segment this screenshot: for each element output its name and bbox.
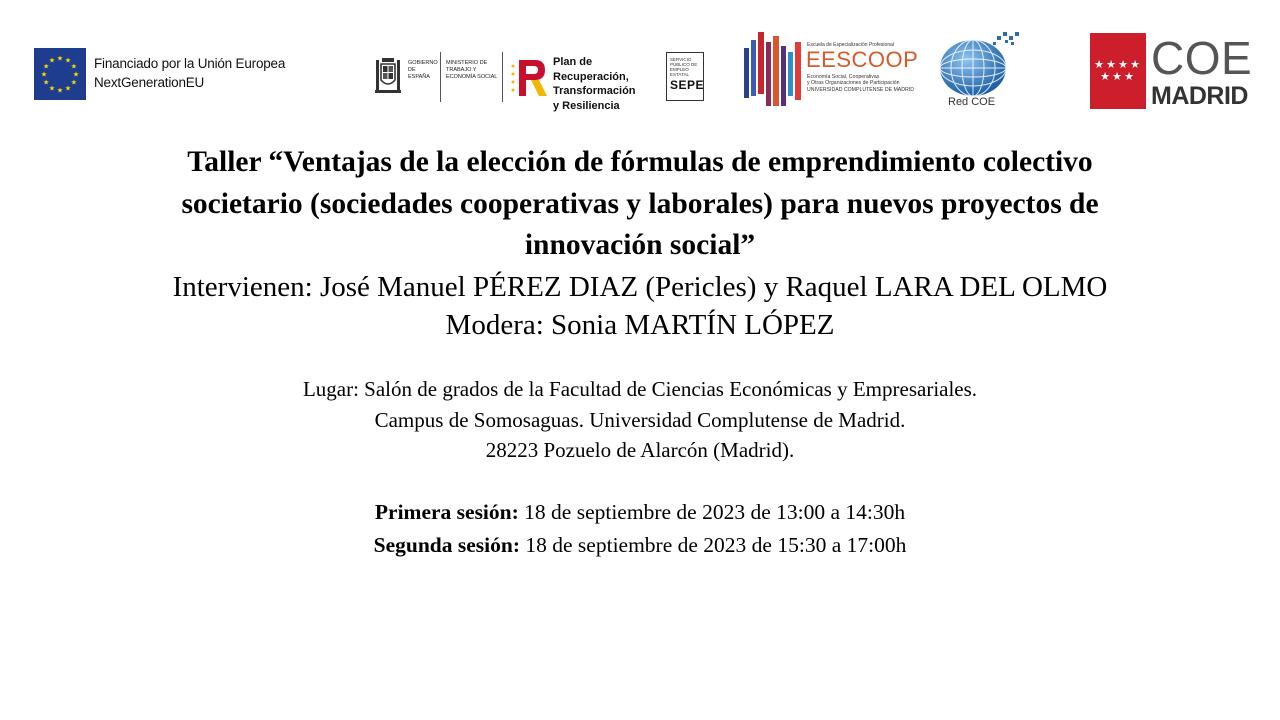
coe-word: COE: [1151, 32, 1253, 84]
eescoop-sub-line3: UNIVERSIDAD COMPLUTENSE DE MADRID: [807, 86, 914, 93]
workshop-title: [60, 142, 1220, 267]
prtr-text: [553, 55, 665, 113]
eescoop-bars-icon: [744, 32, 804, 110]
prtr-line1: Plan de Recuperación,: [553, 56, 629, 83]
session-first-label: Primera sesión:: [374, 500, 519, 524]
eescoop-subtitle: [807, 74, 927, 93]
logo-divider: [440, 52, 441, 102]
sepe-small-text: SERVICIO PÚBLICO DE EMPLEO ESTATAL: [670, 57, 698, 77]
gobierno-text: GOBIERNO DE ESPAÑA: [408, 60, 438, 80]
venue-line2: Campus de Somosaguas. Universidad Complutense de Madrid.: [374, 407, 906, 432]
madrid-star-icon: ★: [1130, 58, 1140, 71]
prtr-line3: y Resiliencia: [553, 99, 620, 112]
eu-star-icon: ★: [70, 62, 78, 71]
prtr-line2: Transformación: [553, 85, 636, 97]
eu-star-icon: ★: [72, 70, 80, 79]
madrid-star-icon: ★: [1094, 58, 1104, 71]
eu-star-icon: ★: [56, 54, 64, 63]
workshop-title-line2: societario (sociedades cooperativas y laborales) para nuevos proyectos de: [181, 187, 1099, 220]
eu-star-icon: ★: [64, 84, 72, 93]
moderator-line: Modera: Sonia MARTÍN LÓPEZ: [445, 309, 835, 341]
spain-coat-of-arms-icon: [374, 54, 402, 96]
eescoop-sub-line2: y Otras Organizaciones de Participación: [807, 80, 900, 87]
madrid-star-icon: ★: [1118, 58, 1128, 71]
red-coe-label: Red COE: [948, 96, 996, 108]
madrid-star-icon: ★: [1100, 70, 1110, 83]
eu-star-icon: ★: [48, 56, 56, 65]
venue-block: [60, 374, 1220, 466]
eescoop-name: EESCOOP: [806, 47, 919, 72]
logo-divider: [502, 52, 503, 102]
red-coe-globe-icon: [937, 30, 1021, 98]
sessions-block: [60, 496, 1220, 562]
eu-star-icon: ★: [42, 62, 50, 71]
eu-star-icon: ★: [42, 78, 50, 87]
venue-line1: Lugar: Salón de grados de la Facultad de Ciencias Económicas y Empresariales.: [302, 377, 978, 401]
session-second-label: Segunda sesión:: [373, 533, 521, 557]
madrid-stars-flag-icon: [1090, 33, 1146, 109]
eu-star-icon: ★: [40, 70, 48, 79]
session-second-time: 18 de septiembre de 2023 de 15:30 a 17:00h: [520, 533, 907, 557]
madrid-star-icon: ★: [1124, 70, 1134, 83]
eu-funding-text: [94, 54, 285, 92]
venue-line3: 28223 Pozuelo de Alarcón (Madrid).: [485, 438, 795, 462]
ministerio-text: MINISTERIO DE TRABAJO Y ECONOMÍA SOCIAL: [446, 60, 498, 80]
eu-star-icon: ★: [64, 56, 72, 65]
session-first: [60, 496, 1220, 529]
workshop-title-line1: Taller “Ventajas de la elección de fórmulas de emprendimiento colectivo: [187, 146, 1093, 178]
eu-star-icon: ★: [56, 86, 64, 95]
session-first-time: 18 de septiembre de 2023 de 13:00 a 14:30h: [518, 500, 906, 524]
madrid-word: MADRID: [1151, 82, 1248, 110]
eescoop-small-text: Escuela de Especialización Profesional: [807, 42, 894, 48]
eescoop-sub-line1: Economía Social, Cooperativas: [807, 74, 880, 80]
workshop-title-line3: innovación social”: [524, 229, 756, 261]
session-second: [60, 529, 1220, 562]
eu-funding-line1: Financiado por la Unión Europea: [94, 56, 286, 71]
sepe-name: SEPE: [670, 78, 705, 92]
logo-bar: [0, 0, 1280, 125]
madrid-star-icon: ★: [1112, 70, 1122, 83]
eu-star-icon: ★: [70, 78, 78, 87]
eu-funding-line2: NextGenerationEU: [94, 75, 205, 90]
prtr-r-icon: [509, 54, 549, 100]
sepe-logo: [666, 52, 704, 101]
speakers-line: Intervienen: José Manuel PÉREZ DIAZ (Pericles) y Raquel LARA DEL OLMO: [172, 271, 1108, 303]
madrid-star-icon: ★: [1106, 58, 1116, 71]
eu-flag-icon: [34, 48, 86, 100]
eu-star-icon: ★: [48, 84, 56, 93]
